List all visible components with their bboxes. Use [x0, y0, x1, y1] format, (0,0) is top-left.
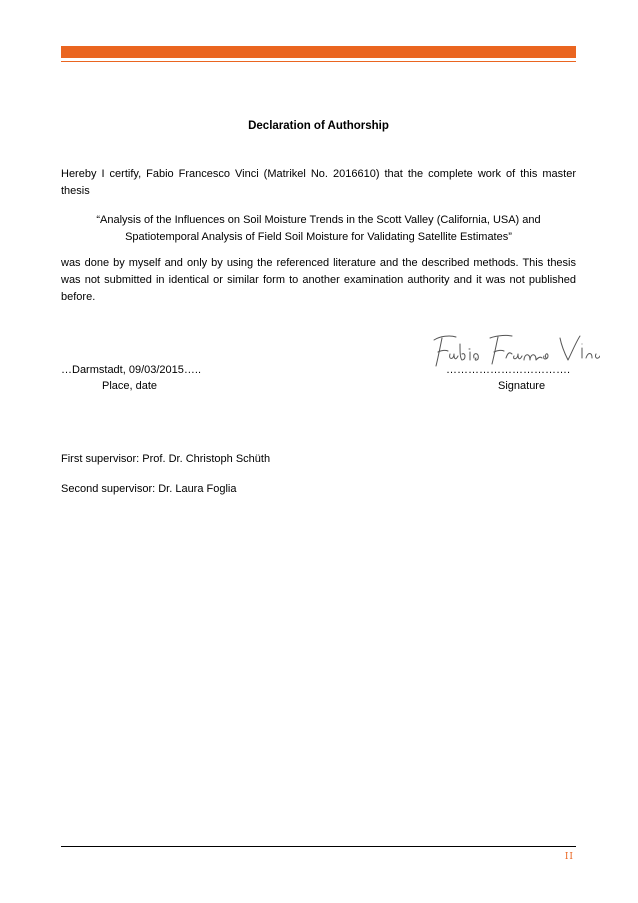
- second-supervisor: Second supervisor: Dr. Laura Foglia: [61, 483, 237, 495]
- thesis-title-quote: [76, 212, 561, 246]
- statement-paragraph: was done by myself and only by using the referenced literature and the described methods. This thesis was not submitted in identical or similar form to another examination authority and it was not published before.: [61, 257, 576, 303]
- header-accent-bar: [61, 46, 576, 58]
- place-date-value: …Darmstadt, 09/03/2015…..: [61, 364, 202, 376]
- place-date-label: Place, date: [102, 380, 158, 392]
- footer-rule: [61, 846, 576, 847]
- header-rule: [61, 61, 576, 62]
- signature-label: Signature: [498, 380, 546, 392]
- thesis-title-line-1: “Analysis of the Influences on Soil Moisture Trends in the Scott Valley (California, USA) and: [96, 214, 541, 226]
- thesis-title-line-2: Spatiotemporal Analysis of Field Soil Moisture for Validating Satellite Estimates”: [125, 231, 512, 243]
- first-supervisor: First supervisor: Prof. Dr. Christoph Schüth: [61, 453, 271, 465]
- certify-paragraph: Hereby I certify, Fabio Francesco Vinci (Matrikel No. 2016610) that the complete work of this master thesis: [61, 168, 576, 197]
- signature-line: …………………………….: [446, 364, 571, 376]
- page-title: Declaration of Authorship: [248, 120, 389, 132]
- page-number: II: [564, 852, 574, 862]
